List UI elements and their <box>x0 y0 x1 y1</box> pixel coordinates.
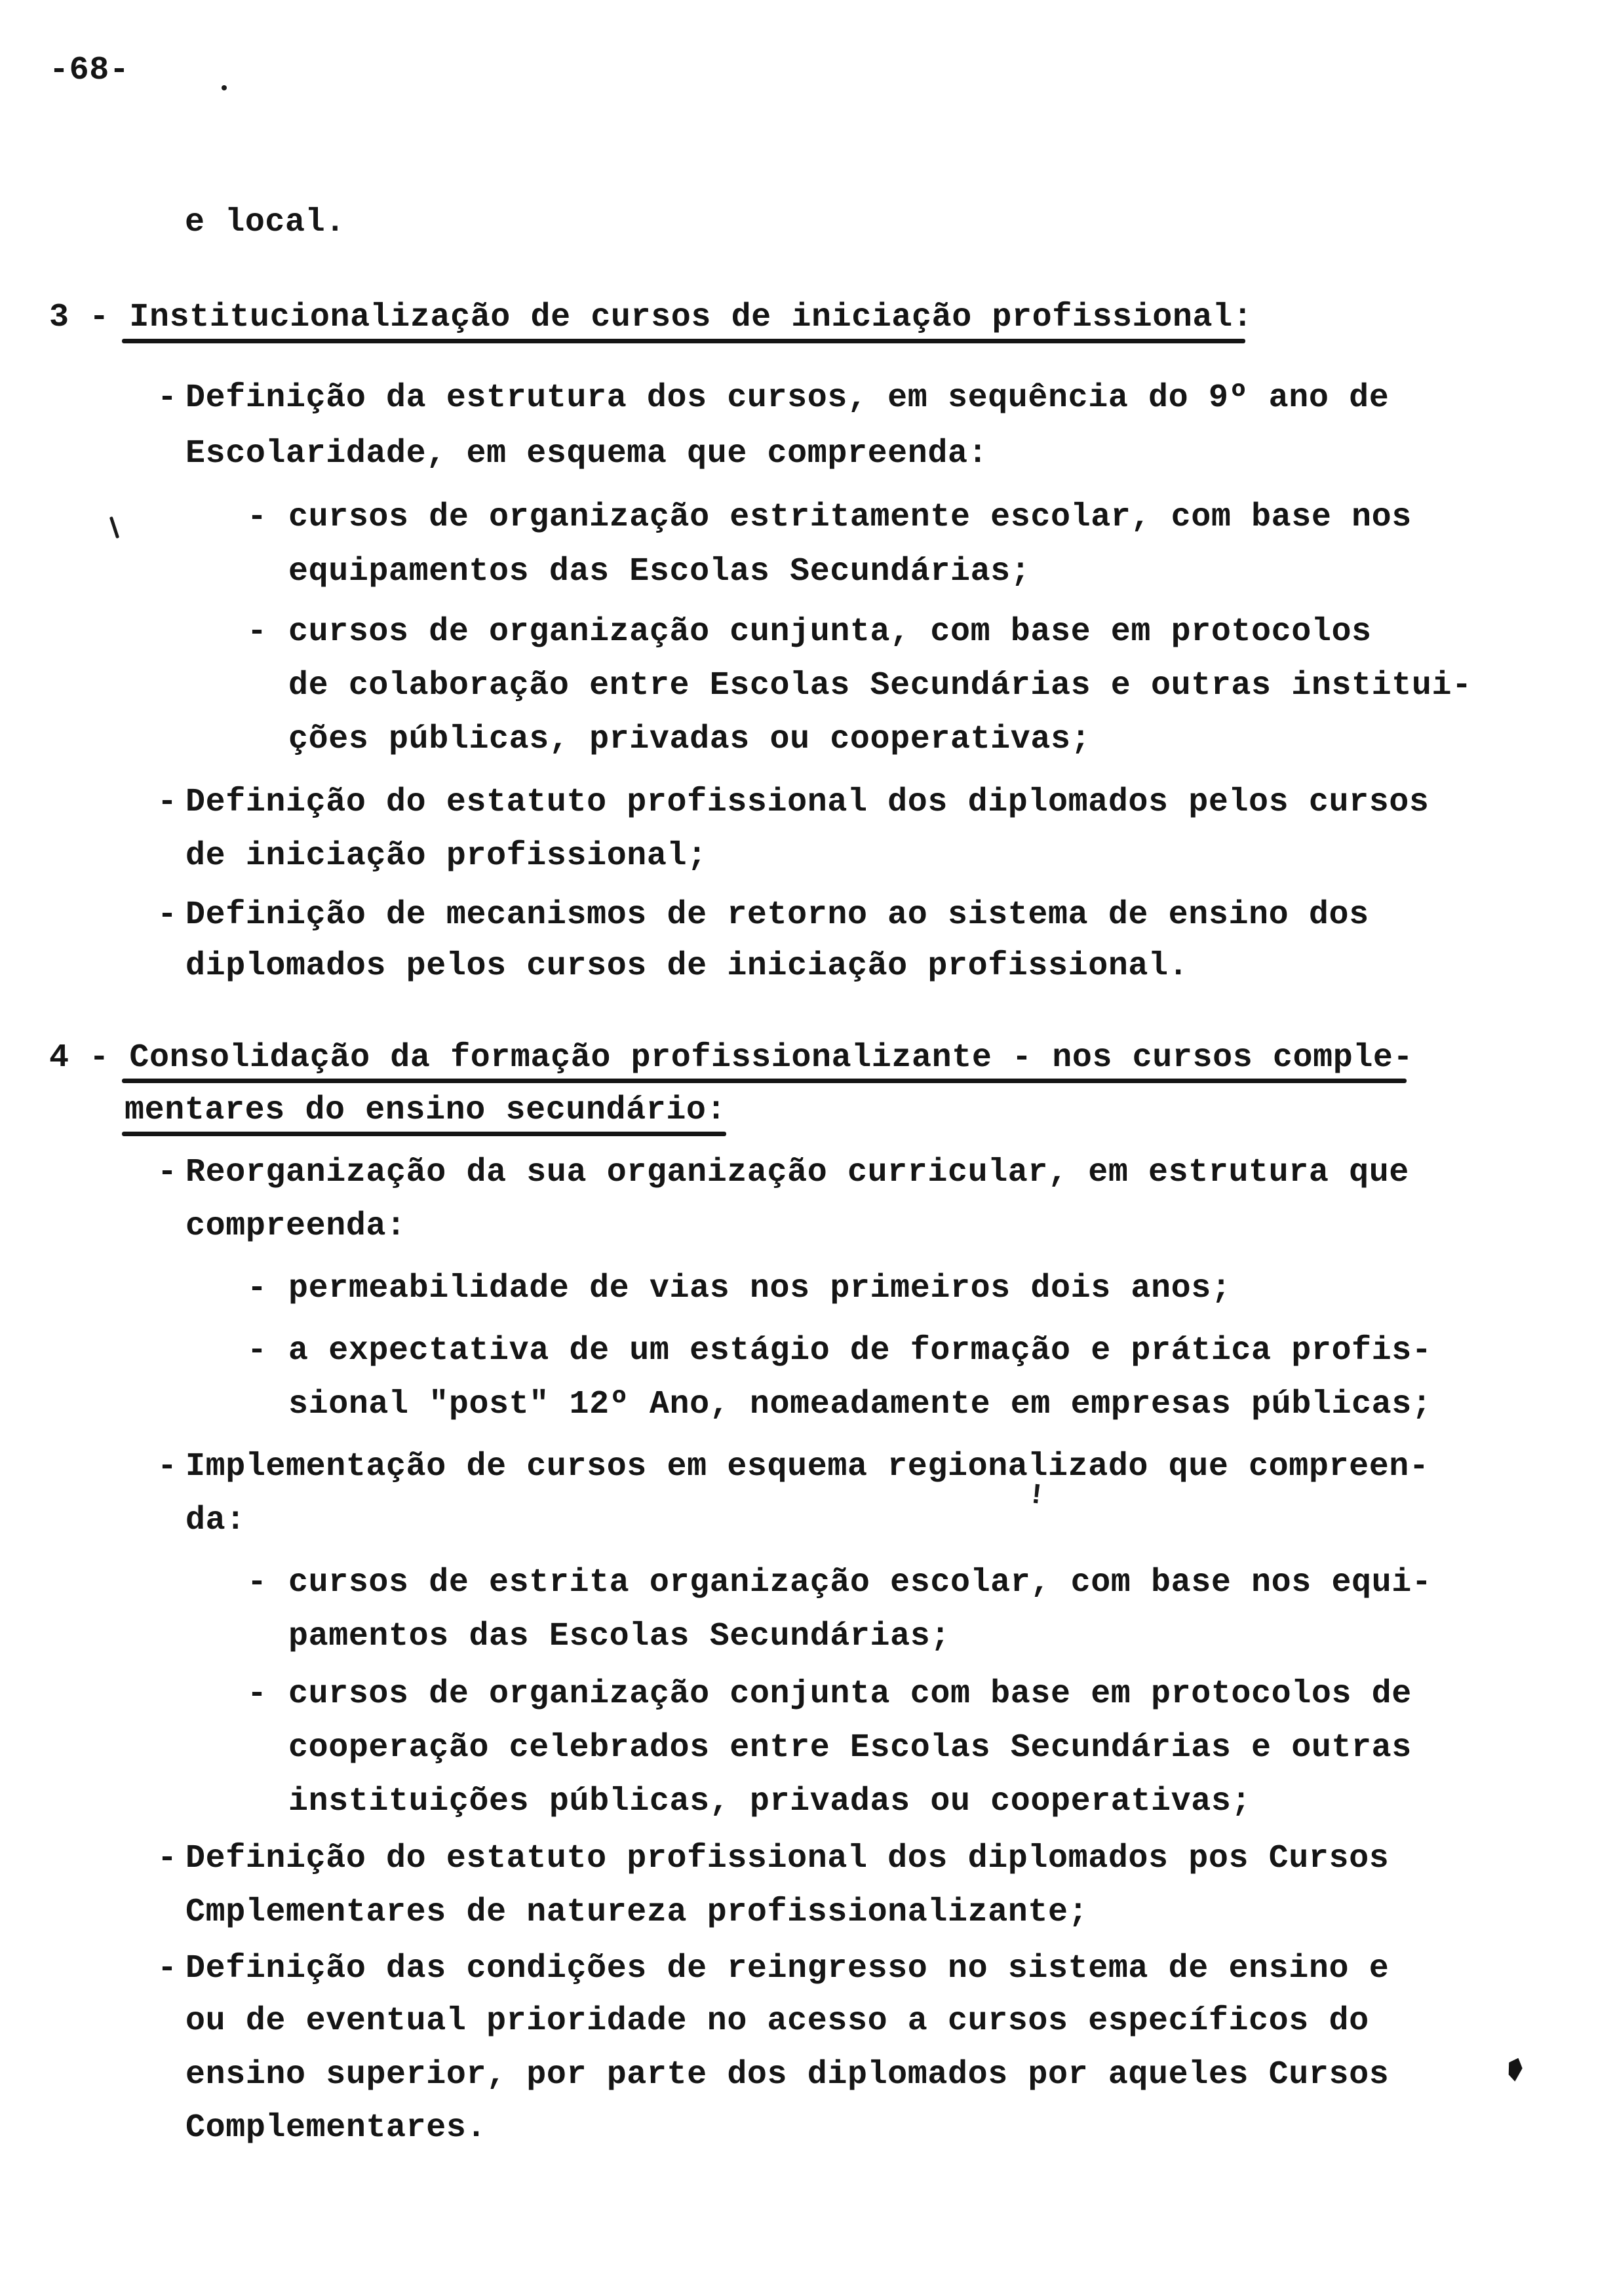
bullet-line: permeabilidade de vias nos primeiros dois anos; <box>288 1270 1232 1307</box>
body-line: diplomados pelos cursos de iniciação profissional. <box>185 947 1189 985</box>
body-line: e local. <box>185 204 345 241</box>
bullet-line: Definição das condições de reingresso no sistema de ensino e <box>185 1950 1390 1987</box>
body-line: equipamentos das Escolas Secundárias; <box>288 553 1031 590</box>
ink-blot <box>1505 2056 1525 2082</box>
body-line: cooperação celebrados entre Escolas Secundárias e outras <box>288 1729 1412 1767</box>
bullet-line: Definição do estatuto profissional dos diplomados pos Cursos <box>185 1840 1390 1877</box>
body-line: ções públicas, privadas ou cooperativas; <box>288 721 1091 758</box>
bullet-dash: - <box>157 1840 178 1877</box>
bullet-dash: - <box>157 1448 178 1485</box>
bullet-line: Definição do estatuto profissional dos diplomados pelos cursos <box>185 784 1430 821</box>
bullet-line: cursos de organização conjunta com base em protocolos de <box>288 1675 1412 1713</box>
bullet-line: Reorganização da sua organização curricular, em estrutura que <box>185 1154 1409 1191</box>
bullet-dash: - <box>247 613 267 651</box>
bullet-dash: - <box>247 499 267 536</box>
bullet-dash: - <box>247 1675 267 1713</box>
section-3-heading-underline <box>122 339 1245 343</box>
bullet-dash: - <box>157 1950 178 1987</box>
stray-stroke <box>109 516 119 539</box>
bullet-dash: - <box>157 784 178 821</box>
bullet-dash: - <box>247 1332 267 1369</box>
body-line: Complementares. <box>185 2109 487 2147</box>
bullet-line: cursos de organização cunjunta, com base em protocolos <box>288 613 1372 651</box>
page-number: -68- <box>49 52 130 89</box>
body-line: ou de eventual prioridade no acesso a cursos específicos do <box>185 2002 1369 2040</box>
body-line: instituições públicas, privadas ou cooperativas; <box>288 1783 1252 1820</box>
bullet-line: cursos de estrita organização escolar, com base nos equi- <box>288 1564 1432 1601</box>
bullet-dash: - <box>247 1270 267 1307</box>
body-line: sional "post" 12º Ano, nomeadamente em empresas públicas; <box>288 1386 1432 1423</box>
body-line: Escolaridade, em esquema que compreenda: <box>185 435 988 472</box>
section-3-heading: 3 - Institucionalização de cursos de iniciação profissional: <box>49 299 1253 336</box>
body-line: pamentos das Escolas Secundárias; <box>288 1618 950 1655</box>
body-line: de colaboração entre Escolas Secundárias e outras institui- <box>288 667 1472 704</box>
bullet-line: Definição de mecanismos de retorno ao sistema de ensino dos <box>185 896 1369 934</box>
body-line: Cmplementares de natureza profissionalizante; <box>185 1894 1089 1931</box>
bullet-dash: - <box>157 896 178 934</box>
bullet-dash: - <box>157 1154 178 1191</box>
bullet-line: a expectativa de um estágio de formação e prática profis- <box>288 1332 1432 1369</box>
body-line: de iniciação profissional; <box>185 837 707 875</box>
body-line: ensino superior, por parte dos diplomados por aqueles Cursos <box>185 2056 1390 2094</box>
stray-exclamation: ! <box>1026 1478 1047 1514</box>
bullet-dash: - <box>157 379 178 417</box>
ink-speck <box>222 85 227 90</box>
bullet-line: cursos de organização estritamente escolar, com base nos <box>288 499 1412 536</box>
bullet-dash: - <box>247 1564 267 1601</box>
bullet-line: Definição da estrutura dos cursos, em sequência do 9º ano de <box>185 379 1390 417</box>
section-4-heading-line-2-underline <box>122 1132 726 1136</box>
body-line: compreenda: <box>185 1208 406 1245</box>
body-line: da: <box>185 1502 246 1539</box>
section-4-heading-underline <box>122 1079 1407 1083</box>
section-4-heading-line-2: mentares do ensino secundário: <box>125 1092 727 1129</box>
section-4-heading: 4 - Consolidação da formação profissionalizante - nos cursos comple- <box>49 1039 1414 1077</box>
bullet-line: Implementação de cursos em esquema regionalizado que compreen- <box>185 1448 1430 1485</box>
